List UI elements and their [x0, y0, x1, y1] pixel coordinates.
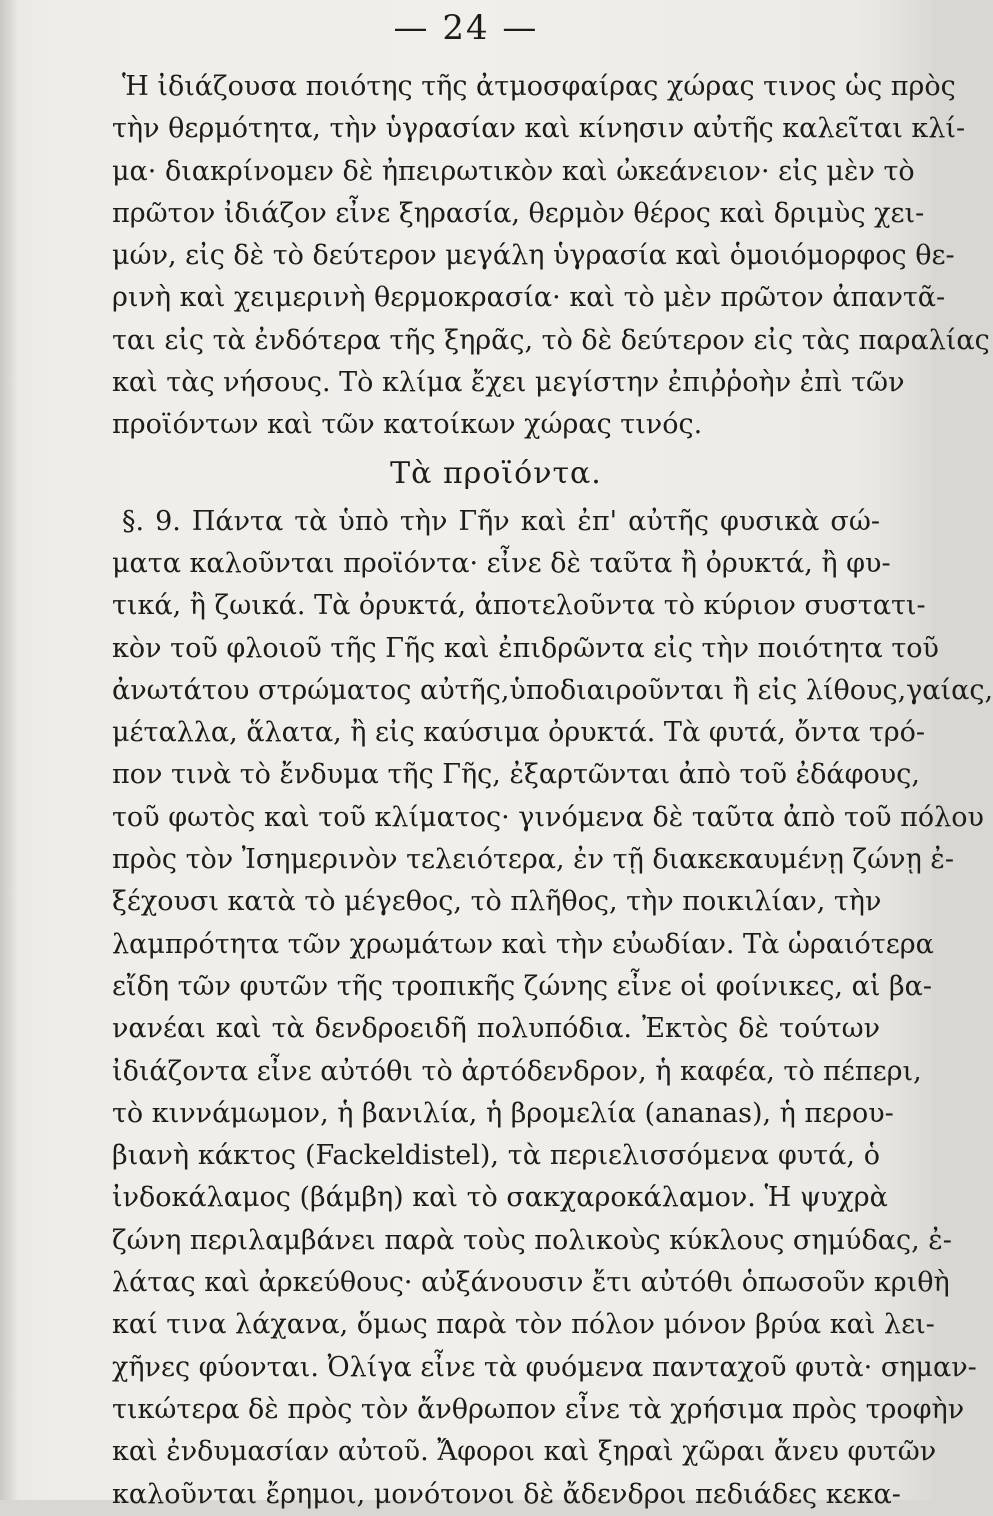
text-line: εἴδη τῶν φυτῶν τῆς τροπικῆς ζώνης εἶνε οἱ φοίνικες, αἱ βα- [112, 970, 932, 1002]
text-line: προϊόντων καὶ τῶν κατοίκων χώρας τινός. [112, 409, 703, 441]
text-line: χῆνες φύονται. Ὀλίγα εἶνε τὰ φυόμενα πανταχοῦ φυτὰ· σημαν- [112, 1351, 977, 1383]
text-line: πον τινὰ τὸ ἔνδυμα τῆς Γῆς, ἐξαρτῶνται ἀπὸ τοῦ ἐδάφους, [112, 759, 920, 791]
text-line: καὶ τὰς νήσους. Τὸ κλίμα ἔχει μεγίστην ἐπιῤῥοὴν ἐπὶ τῶν [112, 367, 905, 399]
text-line: ματα καλοῦνται προϊόντα· εἶνε δὲ ταῦτα ἢ ὀρυκτά, ἢ φυ- [112, 547, 891, 579]
text-line: μέταλλα, ἅλατα, ἢ εἰς καύσιμα ὀρυκτά. Τὰ φυτά, ὄντα τρό- [112, 717, 926, 749]
text-line: καλοῦνται ἔρημοι, μονότονοι δὲ ἄδενδροι πεδιάδες κεκα- [112, 1478, 901, 1510]
text-line: Ἡ ἰδιάζουσα ποιότης τῆς ἀτμοσφαίρας χώρας τινος ὡς πρὸς [122, 71, 956, 102]
text-line: πρῶτον ἰδιάζον εἶνε ξηρασία, θερμὸν θέρος καὶ δριμὺς χει- [112, 197, 925, 229]
text-line: καί τινα λάχανα, ὅμως παρὰ τὸν πόλον μόνον βρύα καὶ λει- [112, 1309, 935, 1341]
page-number: — 24 — [393, 8, 539, 48]
text-line: ἀνωτάτου στρώματος αὐτῆς,ὑποδιαιροῦνται ἢ εἰς λίθους,γαίας, [112, 674, 993, 706]
text-line: τοῦ φωτὸς καὶ τοῦ κλίματος· γινόμενα δὲ ταῦτα ἀπὸ τοῦ πόλου [112, 801, 984, 833]
text-line: τὴν θερμότητα, τὴν ὑγρασίαν καὶ κίνησιν αὐτῆς καλεῖται κλί- [112, 113, 966, 145]
text-line: ξέχουσι κατὰ τὸ μέγεθος, τὸ πλῆθος, τὴν ποικιλίαν, τὴν [112, 886, 882, 918]
text-line: ζώνη περιλαμβάνει παρὰ τοὺς πολικοὺς κύκλους σημύδας, ἐ- [112, 1224, 952, 1256]
page-body [112, 66, 993, 1516]
text-line: ρινὴ καὶ χειμερινὴ θερμοκρασία· καὶ τὸ μὲν πρῶτον ἀπαντᾶ- [112, 282, 946, 314]
text-line: πρὸς τὸν Ἰσημερινὸν τελειότερα, ἐν τῇ διακεκαυμένῃ ζώνῃ ἐ- [112, 844, 954, 876]
text-line: ται εἰς τὰ ἐνδότερα τῆς ξηρᾶς, τὸ δὲ δεύτερον εἰς τὰς παραλίας [112, 324, 990, 356]
text-line: ἰδιάζοντα εἶνε αὐτόθι τὸ ἀρτόδενδρον, ἡ καφέα, τὸ πέπερι, [112, 1055, 922, 1087]
text-line: μών, εἰς δὲ τὸ δεύτερον μεγάλη ὑγρασία καὶ ὁμοιόμορφος θε- [112, 240, 955, 272]
text-line: τικά, ἢ ζωικά. Τὰ ὀρυκτά, ἀποτελοῦντα τὸ κύριον συστατι- [112, 590, 926, 622]
text-line: τὸ κιννάμωμον, ἡ βανιλία, ἡ βρομελία (ananas), ἡ περου- [112, 1097, 894, 1129]
text-line: ἰνδοκάλαμος (βάμβη) καὶ τὸ σακχαροκάλαμον. Ἡ ψυχρὰ [112, 1182, 888, 1214]
text-line: §. 9. Πάντα τὰ ὑπὸ τὴν Γῆν καὶ ἐπ' αὐτῆς φυσικὰ σώ- [122, 505, 880, 537]
text-line: μα· διακρίνομεν δὲ ἠπειρωτικὸν καὶ ὠκεάνειον· εἰς μὲν τὸ [112, 155, 915, 187]
section-heading: Τὰ προϊόντα. [390, 455, 602, 491]
text-line: νανέαι καὶ τὰ δενδροειδῆ πολυπόδια. Ἐκτὸς δὲ τούτων [112, 1013, 880, 1045]
text-line: τικώτερα δὲ πρὸς τὸν ἄνθρωπον εἶνε τὰ χρήσιμα πρὸς τροφὴν [112, 1393, 965, 1425]
text-line: λάτας καὶ ἀρκεύθους· αὐξάνουσιν ἔτι αὐτόθι ὁπωσοῦν κριθὴ [112, 1267, 950, 1299]
text-line: κὸν τοῦ φλοιοῦ τῆς Γῆς καὶ ἐπιδρῶντα εἰς τὴν ποιότητα τοῦ [112, 632, 939, 664]
text-line: λαμπρότητα τῶν χρωμάτων καὶ τὴν εὐωδίαν. Τὰ ὡραιότερα [112, 928, 934, 960]
binding-shadow [0, 0, 18, 1500]
text-line: καὶ ἐνδυμασίαν αὐτοῦ. Ἄφοροι καὶ ξηραὶ χῶραι ἄνευ φυτῶν [112, 1436, 937, 1468]
text-line: βιανὴ κάκτος (Fackeldistel), τὰ περιελισσόμενα φυτά, ὁ [112, 1140, 880, 1172]
